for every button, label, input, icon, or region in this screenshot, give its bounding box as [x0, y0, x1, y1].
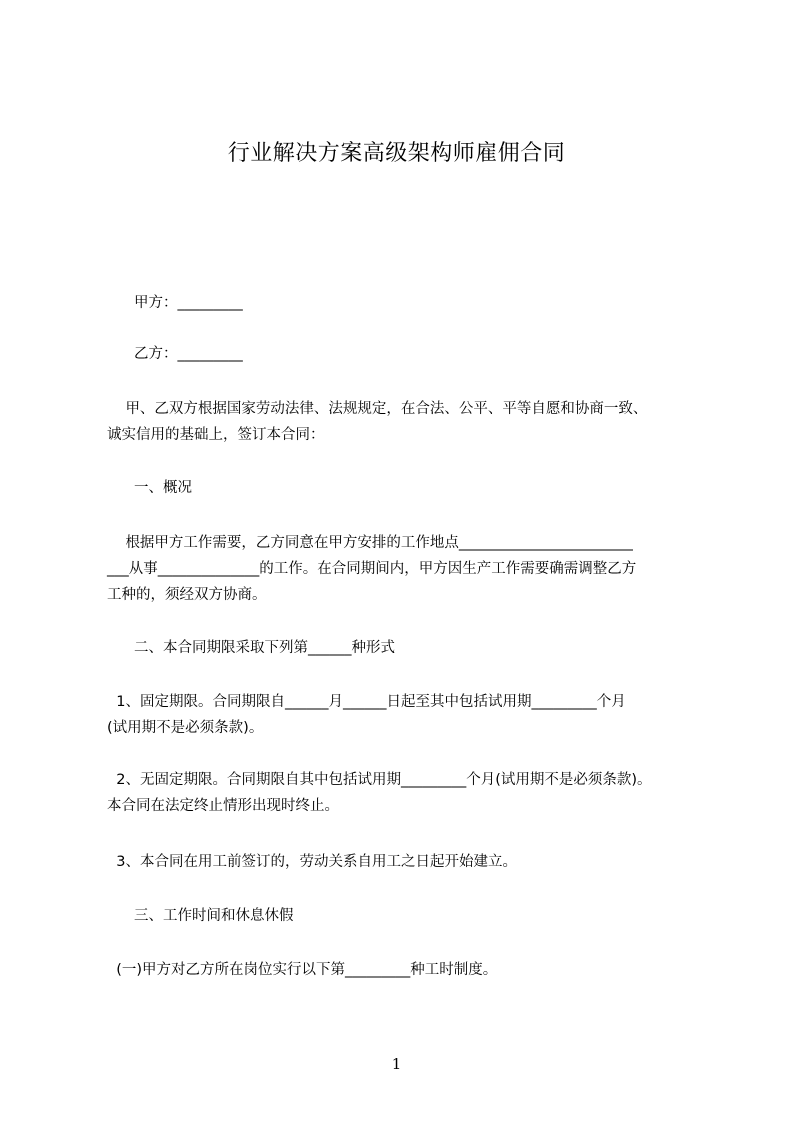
clause-3-1-paragraph: (一)甲方对乙方所在岗位实行以下第_________种工时制度。 — [107, 962, 498, 978]
document-title: 行业解决方案高级架构师雇佣合同 — [227, 141, 566, 166]
intro-paragraph: 甲、乙双方根据国家劳动法律、法规规定，在合法、公平、平等自愿和协商一致、 诚实信用的基础上，签订本合同： — [107, 401, 648, 443]
page-number: 1 — [391, 1055, 402, 1073]
party-b-line: 乙方：_________ — [134, 346, 243, 362]
section-1-body: 根据甲方工作需要，乙方同意在甲方安排的工作地点________________________ ___从事______________的工作。在合同期间内，甲方因生产工作需要确需调整乙方 工种的，须经双方协商。 — [107, 535, 637, 603]
party-a-line: 甲方：_________ — [134, 295, 243, 311]
term-1-paragraph: 1、固定期限。合同期限自______月______日起至其中包括试用期_________个月 (试用期不是必须条款)。 — [107, 694, 626, 736]
term-3-paragraph: 3、本合同在用工前签订的，劳动关系自用工之日起开始建立。 — [107, 854, 517, 870]
section-1-heading: 一、概况 — [134, 480, 192, 496]
section-3-heading: 三、工作时间和休息休假 — [134, 908, 294, 924]
section-2-heading: 二、本合同期限采取下列第______种形式 — [134, 640, 395, 656]
term-2-paragraph: 2、无固定期限。合同期限自其中包括试用期_________个月(试用期不是必须条款)。 本合同在法定终止情形出现时终止。 — [107, 772, 652, 814]
